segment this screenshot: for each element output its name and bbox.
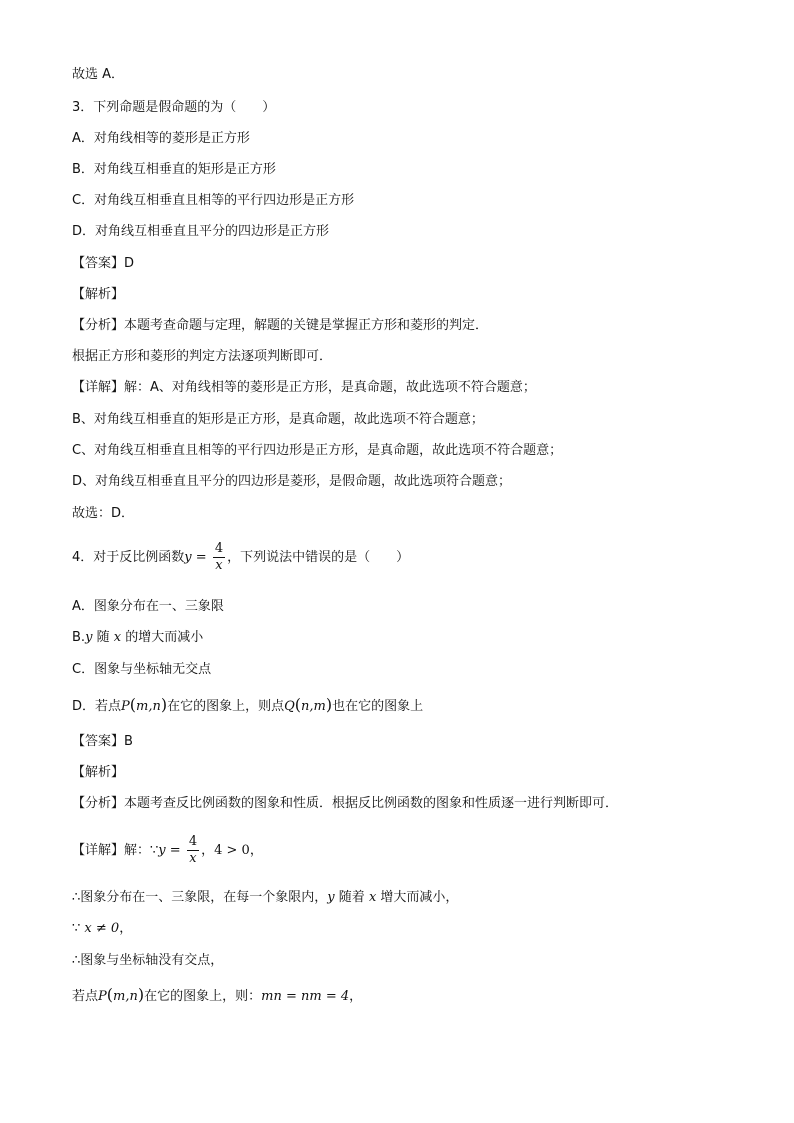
option-b-prefix: B.	[72, 630, 86, 645]
point-p-args: m,n	[113, 989, 138, 1004]
option-d: D．对角线互相垂直且平分的四边形是正方形	[72, 224, 330, 239]
analysis-label: 【解析】	[72, 287, 125, 302]
var-y: y	[85, 630, 93, 645]
solution-mid: 在它的图象上，则：	[144, 989, 262, 1004]
analysis-label: 【解析】	[72, 765, 125, 780]
solution-line: 若点P(m,n)在它的图象上，则：mn = nm = 4，	[72, 985, 363, 1004]
option-d-mid: 在它的图象上，则点	[167, 699, 285, 714]
fraction-denominator: x	[215, 558, 223, 573]
expression: x ≠ 0	[84, 921, 120, 936]
question-3-stem: 3．下列命题是假命题的为（ ）	[72, 100, 276, 115]
option-b-suffix: 的增大而减小	[125, 630, 204, 645]
question-4-prefix: 4．对于反比例函数	[72, 550, 185, 565]
answer-label: 【答案】D	[72, 256, 135, 271]
text-line: 故选 A．	[72, 67, 125, 82]
fraction-numerator: 4	[214, 541, 224, 556]
answer-label: 【答案】B	[72, 734, 133, 749]
solution-line: ∴图象与坐标轴没有交点，	[72, 953, 224, 968]
option-c: C．图象与坐标轴无交点	[72, 662, 212, 677]
point-q: Q	[284, 699, 295, 714]
detail-text: D、对角线互相垂直且平分的四边形是菱形，是假命题，故此选项符合题意；	[72, 474, 512, 489]
solution-suffix: 增大而减小，	[380, 890, 459, 905]
option-b: B．对角线互相垂直的矩形是正方形	[72, 162, 276, 177]
detail-end: ，	[249, 843, 263, 858]
solution-prefix: 若点	[72, 989, 99, 1004]
fraction-numerator: 4	[188, 834, 198, 849]
solution-line	[72, 889, 458, 907]
fraction	[213, 541, 225, 574]
option-a: A．图象分布在一、三象限	[72, 599, 224, 614]
equals-sign: =	[165, 843, 185, 858]
analysis-text: 【分析】本题考查命题与定理，解题的关键是掌握正方形和菱形的判定．	[72, 318, 489, 333]
var-x: x	[113, 630, 122, 645]
option-d-suffix: 也在它的图象上	[332, 699, 424, 714]
fraction	[187, 834, 199, 867]
question-4-stem	[72, 538, 409, 578]
inequality: 4 > 0	[214, 843, 250, 858]
option-d-prefix: D．若点	[72, 699, 122, 714]
expression: mn = nm = 4	[261, 989, 350, 1004]
detail-prefix: 【详解】解：∵	[72, 843, 159, 858]
solution-line	[72, 920, 132, 938]
analysis-text: 【分析】本题考查反比例函数的图象和性质．根据反比例函数的图象和性质逐一进行判断即可．	[72, 796, 619, 811]
detail-suffix: ，	[201, 843, 215, 858]
var-y: y	[184, 550, 192, 565]
option-a: A．对角线相等的菱形是正方形	[72, 131, 250, 146]
detail-line	[72, 831, 263, 871]
solution-prefix: ∵	[72, 921, 81, 936]
solution-suffix: ，	[349, 989, 363, 1004]
solution-suffix: ，	[119, 921, 133, 936]
var-y: y	[327, 890, 335, 905]
detail-text: B、对角线互相垂直的矩形是正方形，是真命题，故此选项不符合题意；	[72, 412, 484, 427]
detail-text: C、对角线互相垂直且相等的平行四边形是正方形，是真命题，故此选项不符合题意；	[72, 443, 563, 458]
option-c: C．对角线互相垂直且相等的平行四边形是正方形	[72, 193, 355, 208]
analysis-text: 根据正方形和菱形的判定方法逐项判断即可．	[72, 349, 333, 364]
solution-mid: 随着	[338, 890, 365, 905]
detail-text: 【详解】解：A、对角线相等的菱形是正方形，是真命题，故此选项不符合题意；	[72, 380, 536, 395]
solution-prefix: ∴图象分布在一、三象限，在每一个象限内，	[72, 890, 328, 905]
point-p: P	[98, 989, 107, 1004]
option-b-mid: 随	[96, 630, 110, 645]
var-y: y	[158, 843, 166, 858]
fraction-denominator: x	[189, 851, 197, 866]
point-q-args: n,m	[301, 699, 326, 714]
point-p: P	[121, 699, 130, 714]
equals-sign: =	[191, 550, 211, 565]
var-x: x	[368, 890, 377, 905]
option-b	[72, 629, 203, 647]
option-d: D．若点P(m,n)在它的图象上，则点Q(n,m)也在它的图象上	[72, 695, 424, 714]
point-p-args: m,n	[136, 699, 161, 714]
conclusion-text: 故选：D．	[72, 506, 135, 521]
question-4-suffix: ，下列说法中错误的是（ ）	[227, 550, 410, 565]
